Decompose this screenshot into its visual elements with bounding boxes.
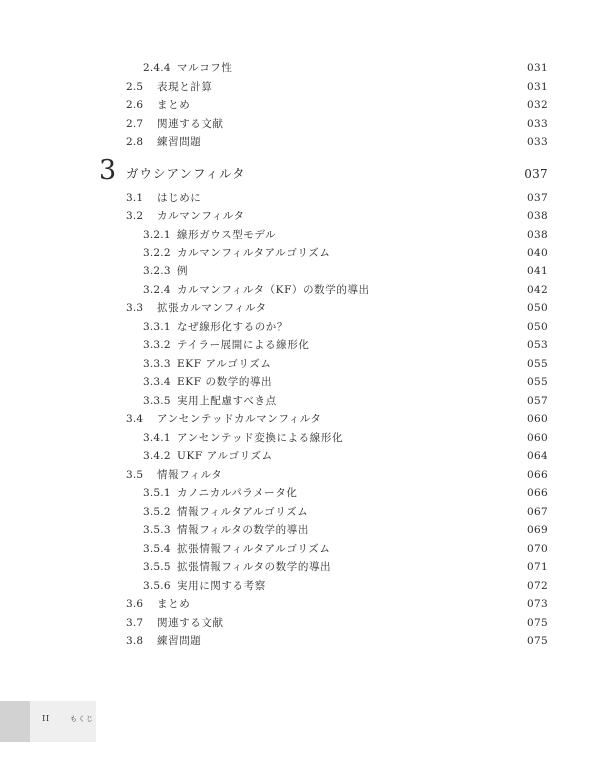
toc-entry[interactable] xyxy=(0,355,600,373)
toc-entry-number: 3.7 xyxy=(126,617,144,629)
toc-entry[interactable] xyxy=(0,521,600,539)
toc-entry-number: 3.5.4 xyxy=(143,543,171,555)
footer-page-number: II xyxy=(42,714,50,724)
toc-entry[interactable] xyxy=(0,558,600,576)
toc-entry-number: 3.3.1 xyxy=(143,321,171,333)
toc-entry-title: 拡張情報フィルタアルゴリズム xyxy=(177,543,331,555)
toc-entry-title: まとめ xyxy=(157,99,191,111)
toc-entry-title: 情報フィルタ xyxy=(157,469,223,481)
toc-entry-title: マルコフ性 xyxy=(177,62,233,74)
toc-entry-page: 032 xyxy=(527,99,548,111)
toc-entry-title: カルマンフィルタ xyxy=(157,210,245,222)
footer-section-label: もくじ xyxy=(70,715,94,723)
toc-entry-page: 066 xyxy=(527,469,548,481)
toc-entry-title: 拡張情報フィルタの数学的導出 xyxy=(177,561,332,573)
toc-entry-page: 067 xyxy=(527,506,548,518)
toc-entry-page: 075 xyxy=(527,635,548,647)
toc-entry-number: 3.3 xyxy=(126,302,144,314)
toc-entry-page: 055 xyxy=(527,376,548,388)
toc-entry-page: 031 xyxy=(527,62,548,74)
toc-entry-number: 3.3.4 xyxy=(143,376,171,388)
toc-entry-number: 3.4.2 xyxy=(143,450,171,462)
toc-entry-number: 3.5.3 xyxy=(143,524,171,536)
toc-entry-title: 情報フィルタアルゴリズム xyxy=(177,506,309,518)
toc-entry-number: 3.3.2 xyxy=(143,339,171,351)
toc-entry-number: 3.2.3 xyxy=(143,265,171,277)
toc-entry[interactable] xyxy=(0,59,600,77)
toc-chapter-heading[interactable] xyxy=(0,155,600,190)
toc-entry-page: 055 xyxy=(527,358,548,370)
toc-entry-number: 2.5 xyxy=(126,81,144,93)
toc-entry[interactable] xyxy=(0,115,600,133)
toc-entry[interactable] xyxy=(0,318,600,336)
toc-entry-number: 3.4.1 xyxy=(143,432,171,444)
toc-entry-number: 2.4.4 xyxy=(143,62,171,74)
toc-entry-page: 057 xyxy=(527,395,548,407)
toc-entry-title: 関連する文献 xyxy=(157,118,224,130)
toc-entry-page: 038 xyxy=(527,229,548,241)
toc-entry-number: 3.2.4 xyxy=(143,284,171,296)
toc-entry-number: 3.5 xyxy=(126,469,144,481)
toc-entry[interactable] xyxy=(0,503,600,521)
toc-entry-page: 075 xyxy=(527,617,548,629)
toc-entry-number: 3.5.5 xyxy=(143,561,171,573)
toc-entry-title: はじめに xyxy=(157,192,202,204)
toc-entry-page: 040 xyxy=(527,247,548,259)
toc-entry[interactable] xyxy=(0,577,600,595)
toc-entry-title: カルマンフィルタアルゴリズム xyxy=(177,247,331,259)
chapter-number: 3 xyxy=(99,155,117,186)
toc-entry-title: テイラー展開による線形化 xyxy=(177,339,310,351)
toc-entry-page: 033 xyxy=(527,136,548,148)
toc-entry-page: 071 xyxy=(527,561,548,573)
toc-entry-title: 表現と計算 xyxy=(157,81,213,93)
chapter-page: 037 xyxy=(524,167,548,181)
toc-entry[interactable] xyxy=(0,429,600,447)
toc-entry-number: 3.3.5 xyxy=(143,395,171,407)
toc-entry[interactable] xyxy=(0,133,600,151)
toc-entry[interactable] xyxy=(0,226,600,244)
toc-entry[interactable] xyxy=(0,484,600,502)
toc-entry-number: 3.8 xyxy=(126,635,144,647)
toc-entry-title: アンセンテッド変換による線形化 xyxy=(177,432,344,444)
toc-entry-page: 069 xyxy=(527,524,548,536)
toc-entry-page: 073 xyxy=(527,598,548,610)
toc-entry-title: 拡張カルマンフィルタ xyxy=(157,302,267,314)
toc-entry-number: 2.7 xyxy=(126,118,144,130)
toc-entry-number: 3.2.2 xyxy=(143,247,171,259)
toc-entry-page: 050 xyxy=(527,321,548,333)
toc-entry-title: UKF アルゴリズム xyxy=(177,450,273,462)
toc-entry[interactable] xyxy=(0,614,600,632)
toc-entry[interactable] xyxy=(0,244,600,262)
toc-entry-page: 060 xyxy=(527,413,548,425)
toc-entry-title: 情報フィルタの数学的導出 xyxy=(177,524,309,536)
toc-entry[interactable] xyxy=(0,281,600,299)
toc-entry-page: 042 xyxy=(527,284,548,296)
toc-entry[interactable] xyxy=(0,410,600,428)
toc-entry[interactable] xyxy=(0,373,600,391)
toc-entry-page: 066 xyxy=(527,487,548,499)
toc-entry-title: 練習問題 xyxy=(157,635,202,647)
toc-entry-title: 関連する文献 xyxy=(157,617,224,629)
toc-entry-number: 3.3.3 xyxy=(143,358,171,370)
toc-entry-page: 064 xyxy=(527,450,548,462)
toc-entry-page: 038 xyxy=(527,210,548,222)
footer-band xyxy=(0,701,30,742)
toc-entry[interactable] xyxy=(0,78,600,96)
toc-entry-title: EKF アルゴリズム xyxy=(177,358,272,370)
toc-entry[interactable] xyxy=(0,392,600,410)
toc-entry-page: 070 xyxy=(527,543,548,555)
toc-entry-page: 072 xyxy=(527,580,548,592)
toc-entry-title: カノニカルパラメータ化 xyxy=(177,487,298,499)
toc-entry[interactable] xyxy=(0,189,600,207)
toc-entry[interactable] xyxy=(0,299,600,317)
toc-entry[interactable] xyxy=(0,466,600,484)
toc-entry-number: 3.5.2 xyxy=(143,506,171,518)
toc-entry-title: 実用上配慮すべき点 xyxy=(177,395,277,407)
toc-entry[interactable] xyxy=(0,595,600,613)
toc-entry-page: 031 xyxy=(527,81,548,93)
toc-entry-page: 037 xyxy=(527,192,548,204)
toc-entry[interactable] xyxy=(0,447,600,465)
toc-entry-title: 練習問題 xyxy=(157,136,202,148)
toc-entry-title: 実用に関する考察 xyxy=(177,580,266,592)
toc-entry-title: アンセンテッドカルマンフィルタ xyxy=(157,413,322,425)
toc-entry[interactable] xyxy=(0,632,600,650)
toc-entry-page: 050 xyxy=(527,302,548,314)
toc-entry-title: 例 xyxy=(177,265,189,277)
toc-entry-title: 線形ガウス型モデル xyxy=(177,229,277,241)
toc-entry-title: なぜ線形化するのか？ xyxy=(177,321,288,333)
toc-entry-title: カルマンフィルタ（KF）の数学的導出 xyxy=(177,284,370,296)
toc-entry-number: 3.5.6 xyxy=(143,580,171,592)
toc-entry-page: 041 xyxy=(527,265,548,277)
toc-entry-title: まとめ xyxy=(157,598,191,610)
toc-entry-number: 3.2.1 xyxy=(143,229,171,241)
toc-entry-page: 033 xyxy=(527,118,548,130)
chapter-title: ガウシアンフィルタ xyxy=(126,166,246,181)
toc-entry-number: 3.2 xyxy=(126,210,144,222)
toc-entry[interactable] xyxy=(0,96,600,114)
toc-entry[interactable] xyxy=(0,262,600,280)
toc-entry-number: 3.6 xyxy=(126,598,144,610)
toc-entry-number: 2.8 xyxy=(126,136,144,148)
toc-entry-title: EKF の数学的導出 xyxy=(177,376,273,388)
toc-entry-page: 060 xyxy=(527,432,548,444)
toc-entry-number: 3.4 xyxy=(126,413,144,425)
toc-entry-page: 053 xyxy=(527,339,548,351)
toc-entry-number: 2.6 xyxy=(126,99,144,111)
toc-entry[interactable] xyxy=(0,540,600,558)
toc-entry[interactable] xyxy=(0,207,600,225)
toc-entry[interactable] xyxy=(0,336,600,354)
toc-entry-number: 3.1 xyxy=(126,192,144,204)
toc-entry-number: 3.5.1 xyxy=(143,487,171,499)
